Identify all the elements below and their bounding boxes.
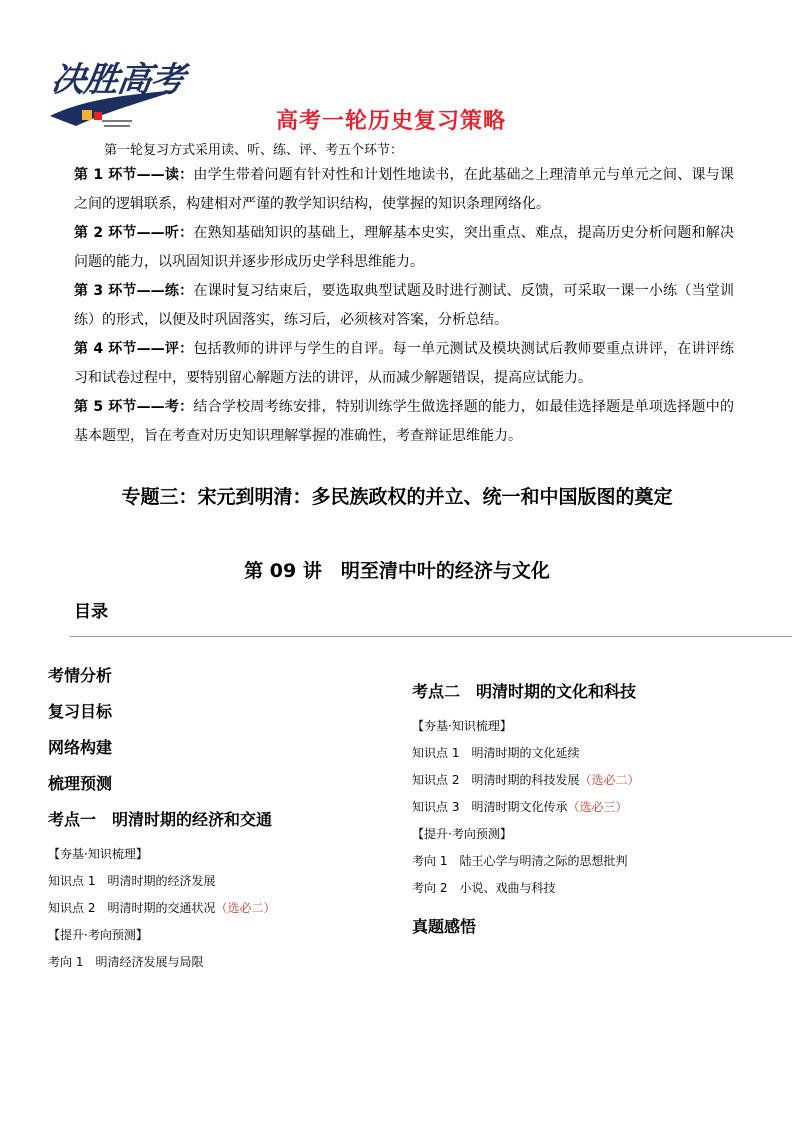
elective-tag: （选必二）: [579, 773, 640, 787]
toc-improve-label: 【提升·考向预测】: [412, 827, 512, 841]
step-4: [74, 335, 734, 393]
step-1: [74, 161, 734, 219]
toc-link-goals[interactable]: 复习目标: [48, 702, 113, 721]
logo-text: 决胜高考: [48, 60, 187, 100]
toc-right-column: [412, 677, 772, 948]
elective-tag: （选必二）: [215, 901, 276, 915]
lecture-title: 第 09 讲 明至清中叶的经济与文化: [244, 560, 550, 582]
toc-basic-label: 【夯基·知识梳理】: [48, 847, 148, 861]
toc-left-column: [48, 661, 378, 976]
step-label: 第 4 环节——评：: [74, 341, 194, 357]
step-label: 第 2 环节——听：: [74, 225, 194, 241]
toc-link-analysis[interactable]: 考情分析: [48, 666, 113, 685]
toc-link-knowledge-2-1[interactable]: 知识点 1 明清时期的文化延续: [412, 746, 580, 760]
toc-link-direction-2-2[interactable]: 考向 2 小说、戏曲与科技: [412, 881, 556, 895]
logo-swoosh-icon: [46, 86, 182, 130]
toc-item-text: 知识点 3 明清时期文化传承: [412, 800, 568, 814]
toc-heading: 目录: [74, 602, 108, 622]
toc-link-network[interactable]: 网络构建: [48, 738, 113, 757]
intro-text: 第一轮复习方式采用读、听、练、评、考五个环节：: [104, 143, 404, 158]
toc-item-text: 知识点 2 明清时期的交通状况: [48, 901, 216, 915]
toc-link-real-questions[interactable]: 真题感悟: [412, 917, 477, 936]
toc-divider: [70, 636, 792, 637]
step-text: 结合学校周考练安排，特别训练学生做选择题的能力，如最佳选择题是单项选择题中的基本题型，旨在考查对历史知识理解掌握的准确性，考查辩证思维能力。: [74, 399, 734, 444]
step-text: 由学生带着问题有针对性和计划性地读书，在此基础之上理清单元与单元之间、课与课之间的逻辑联系，构建相对严谨的教学知识结构，使掌握的知识条理网络化。: [74, 167, 734, 212]
brand-logo: [46, 46, 187, 130]
toc-link-forecast[interactable]: 梳理预测: [48, 774, 113, 793]
document-title: 高考一轮历史复习策略: [276, 109, 507, 134]
step-label: 第 1 环节——读：: [74, 167, 194, 183]
step-2: [74, 219, 734, 277]
toc-link-knowledge-2-3[interactable]: [412, 794, 772, 821]
step-5: [74, 393, 734, 451]
toc-link-direction-2-1[interactable]: 考向 1 陆王心学与明清之际的思想批判: [412, 854, 628, 868]
step-text: 在熟知基础知识的基础上，理解基本史实，突出重点、难点，提高历史分析问题和解决问题的能力，以巩固知识并逐步形成历史学科思维能力。: [74, 225, 734, 270]
toc-basic-label: 【夯基·知识梳理】: [412, 719, 512, 733]
section-title: 专题三：宋元到明清：多民族政权的并立、统一和中国版图的奠定: [121, 486, 673, 508]
toc-improve-label: 【提升·考向预测】: [48, 928, 148, 942]
step-text: 包括教师的讲评与学生的自评。每一单元测试及模块测试后教师要重点讲评，在讲评练习和试卷过程中，要特别留心解题方法的讲评，从而减少解题错误，提高应试能力。: [74, 341, 734, 386]
toc-item-text: 知识点 2 明清时期的科技发展: [412, 773, 580, 787]
step-3: [74, 277, 734, 335]
step-label: 第 3 环节——练：: [74, 283, 194, 299]
review-steps: [74, 161, 734, 451]
step-label: 第 5 环节——考：: [74, 399, 194, 415]
step-text: 在课时复习结束后，要选取典型试题及时进行测试、反馈，可采取一课一小练（当堂训练）的形式，以便及时巩固落实，练习后，必须核对答案，分析总结。: [74, 283, 734, 328]
toc-link-topic-1[interactable]: 考点一 明清时期的经济和交通: [48, 810, 273, 829]
elective-tag: （选必三）: [567, 800, 628, 814]
toc-link-topic-2[interactable]: 考点二 明清时期的文化和科技: [412, 682, 637, 701]
toc-link-knowledge-1-2[interactable]: [48, 895, 378, 922]
toc-link-knowledge-2-2[interactable]: [412, 767, 772, 794]
toc-link-knowledge-1-1[interactable]: 知识点 1 明清时期的经济发展: [48, 874, 216, 888]
toc-link-direction-1-1[interactable]: 考向 1 明清经济发展与局限: [48, 955, 204, 969]
